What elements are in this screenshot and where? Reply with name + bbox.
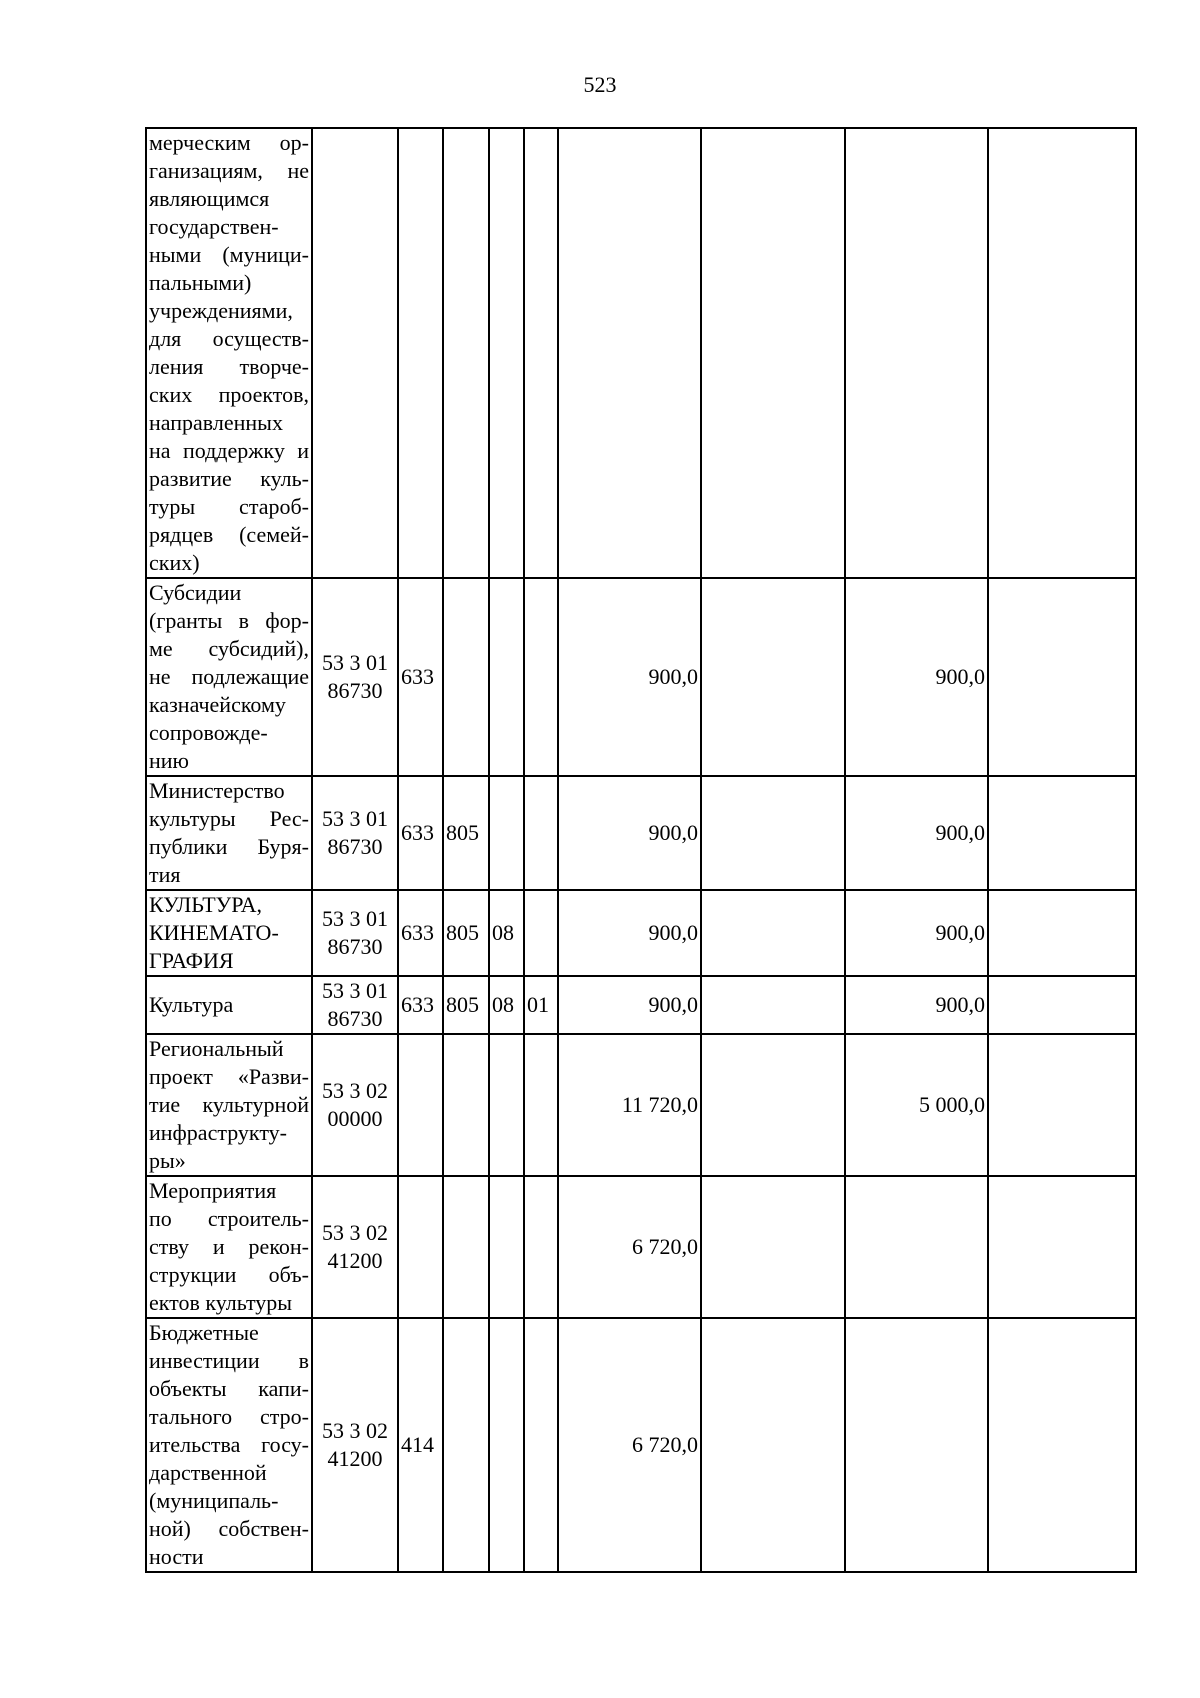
amount-1: 900,0 [558, 578, 701, 776]
code-line: 53 3 01 [322, 806, 388, 831]
row-name-line: тия [149, 862, 181, 887]
code-line: 86730 [327, 834, 383, 859]
row-name [146, 1176, 312, 1318]
expense-type-code [524, 578, 558, 776]
row-name-line: рядцев (семей- [149, 522, 309, 547]
section-code: 805 [443, 976, 489, 1034]
amount-3 [845, 128, 988, 578]
row-name-line: ными (муници- [149, 242, 309, 267]
row-name-line: ектов культуры [149, 1290, 293, 1315]
row-name-line: Региональный [149, 1036, 284, 1061]
target-article-code [312, 1034, 398, 1176]
subsection-code [489, 128, 524, 578]
grbs-code [398, 1176, 443, 1318]
amount-4 [988, 578, 1136, 776]
amount-4 [988, 1176, 1136, 1318]
table-row [146, 1176, 1136, 1318]
amount-4 [988, 776, 1136, 890]
row-name-line: культуры Рес- [149, 806, 309, 831]
row-name [146, 578, 312, 776]
table-row [146, 128, 1136, 578]
grbs-code [398, 128, 443, 578]
row-name-line: государствен- [149, 214, 279, 239]
row-name-line: развитие куль- [149, 466, 309, 491]
row-name-line: учреждениями, [149, 298, 293, 323]
table-row [146, 578, 1136, 776]
row-name-line: не подлежащие [149, 664, 309, 689]
row-name-line: ности [149, 1544, 204, 1569]
budget-table [145, 127, 1137, 1573]
row-name-line: по строитель- [149, 1206, 309, 1231]
row-name-line: на поддержку и [149, 438, 309, 463]
amount-4 [988, 1318, 1136, 1572]
row-name-line: мерческим ор- [149, 130, 309, 155]
row-name-line: (муниципаль- [149, 1488, 279, 1513]
row-name-line: Субсидии [149, 580, 242, 605]
amount-3: 900,0 [845, 578, 988, 776]
amount-4 [988, 128, 1136, 578]
amount-3: 900,0 [845, 776, 988, 890]
grbs-code: 414 [398, 1318, 443, 1572]
row-name-line: дарственной [149, 1460, 267, 1485]
amount-1: 11 720,0 [558, 1034, 701, 1176]
row-name-line: ганизациям, не [149, 158, 309, 183]
row-name-line: ры» [149, 1148, 186, 1173]
row-name-line: Министерство [149, 778, 285, 803]
row-name-line: нию [149, 748, 189, 773]
subsection-code [489, 578, 524, 776]
code-line: 53 3 02 [322, 1220, 388, 1245]
section-code [443, 128, 489, 578]
amount-2 [701, 1034, 845, 1176]
code-line: 00000 [327, 1106, 383, 1131]
amount-1: 6 720,0 [558, 1318, 701, 1572]
amount-2 [701, 1318, 845, 1572]
expense-type-code [524, 1176, 558, 1318]
subsection-code: 08 [489, 890, 524, 976]
row-name-line: ме субсидий), [149, 636, 309, 661]
grbs-code [398, 1034, 443, 1176]
row-name [146, 890, 312, 976]
subsection-code [489, 776, 524, 890]
amount-1: 900,0 [558, 976, 701, 1034]
amount-4 [988, 1034, 1136, 1176]
grbs-code: 633 [398, 776, 443, 890]
page-number: 523 [583, 72, 617, 97]
row-name-line: ских проектов, [149, 382, 309, 407]
row-name [146, 128, 312, 578]
section-code: 805 [443, 776, 489, 890]
row-name-line: ной) собствен- [149, 1516, 309, 1541]
row-name-line: направленных [149, 410, 283, 435]
code-line: 86730 [327, 1006, 383, 1031]
row-name-line: ству и рекон- [149, 1234, 309, 1259]
code-line: 53 3 01 [322, 906, 388, 931]
table-row [146, 890, 1136, 976]
target-article-code [312, 890, 398, 976]
row-name-line: публики Буря- [149, 834, 309, 859]
section-code [443, 578, 489, 776]
amount-3: 900,0 [845, 976, 988, 1034]
row-name-line: (гранты в фор- [149, 608, 309, 633]
expense-type-code [524, 890, 558, 976]
table-row [146, 976, 1136, 1034]
grbs-code: 633 [398, 976, 443, 1034]
row-name-line: ления творче- [149, 354, 309, 379]
subsection-code [489, 1318, 524, 1572]
section-code [443, 1318, 489, 1572]
amount-2 [701, 578, 845, 776]
row-name-line: КИНЕМАТО- [149, 920, 279, 945]
code-line: 53 3 02 [322, 1078, 388, 1103]
row-name-line: сопровожде- [149, 720, 268, 745]
row-name-line: ительства госу- [149, 1432, 309, 1457]
target-article-code [312, 128, 398, 578]
target-article-code [312, 578, 398, 776]
row-name-line: тие культурной [149, 1092, 309, 1117]
table-row [146, 1318, 1136, 1572]
code-line: 41200 [327, 1446, 383, 1471]
amount-3 [845, 1318, 988, 1572]
target-article-code [312, 1176, 398, 1318]
target-article-code [312, 1318, 398, 1572]
subsection-code [489, 1034, 524, 1176]
section-code: 805 [443, 890, 489, 976]
code-line: 53 3 02 [322, 1418, 388, 1443]
expense-type-code [524, 1318, 558, 1572]
row-name-line: инфраструкту- [149, 1120, 287, 1145]
code-line: 41200 [327, 1248, 383, 1273]
amount-1: 900,0 [558, 776, 701, 890]
row-name [146, 1318, 312, 1572]
row-name [146, 1034, 312, 1176]
section-code [443, 1176, 489, 1318]
subsection-code: 08 [489, 976, 524, 1034]
amount-2 [701, 776, 845, 890]
row-name-line: ских) [149, 550, 200, 575]
row-name-line: Культура [149, 992, 234, 1017]
code-line: 53 3 01 [322, 650, 388, 675]
code-line: 86730 [327, 678, 383, 703]
amount-1 [558, 128, 701, 578]
row-name-line: струкции объ- [149, 1262, 309, 1287]
expense-type-code: 01 [524, 976, 558, 1034]
table-row [146, 776, 1136, 890]
row-name [146, 776, 312, 890]
amount-1: 6 720,0 [558, 1176, 701, 1318]
expense-type-code [524, 1034, 558, 1176]
expense-type-code [524, 128, 558, 578]
code-line: 86730 [327, 934, 383, 959]
grbs-code: 633 [398, 578, 443, 776]
row-name-line: пальными) [149, 270, 252, 295]
amount-4 [988, 890, 1136, 976]
amount-1: 900,0 [558, 890, 701, 976]
amount-4 [988, 976, 1136, 1034]
target-article-code [312, 776, 398, 890]
grbs-code: 633 [398, 890, 443, 976]
row-name-line: тального стро- [149, 1404, 309, 1429]
row-name-line: Мероприятия [149, 1178, 277, 1203]
subsection-code [489, 1176, 524, 1318]
amount-2 [701, 1176, 845, 1318]
amount-3: 5 000,0 [845, 1034, 988, 1176]
row-name-line: проект «Разви- [149, 1064, 309, 1089]
row-name-line: казначейскому [149, 692, 286, 717]
row-name-line: ГРАФИЯ [149, 948, 234, 973]
code-line: 53 3 01 [322, 978, 388, 1003]
expense-type-code [524, 776, 558, 890]
amount-2 [701, 128, 845, 578]
section-code [443, 1034, 489, 1176]
target-article-code [312, 976, 398, 1034]
amount-3 [845, 1176, 988, 1318]
row-name-line: объекты капи- [149, 1376, 309, 1401]
amount-3: 900,0 [845, 890, 988, 976]
row-name-line: Бюджетные [149, 1320, 259, 1345]
row-name-line: являющимся [149, 186, 270, 211]
table-row [146, 1034, 1136, 1176]
amount-2 [701, 976, 845, 1034]
amount-2 [701, 890, 845, 976]
row-name-line: КУЛЬТУРА, [149, 892, 263, 917]
row-name-line: инвестиции в [149, 1348, 309, 1373]
row-name [146, 976, 312, 1034]
row-name-line: для осуществ- [149, 326, 309, 351]
row-name-line: туры староб- [149, 494, 309, 519]
